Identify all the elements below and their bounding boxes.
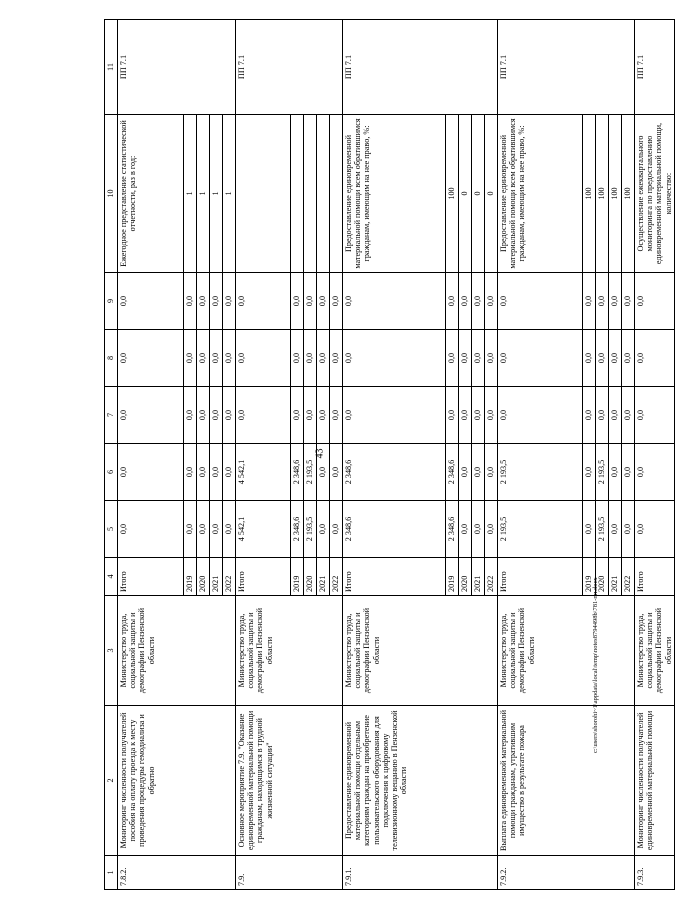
year-value: 0,0 — [609, 330, 622, 387]
year-value: 0,0 — [184, 330, 197, 387]
indicator-text: Предоставление единовременной материальной помощи всем обратившимся гражданам, имеющим на нее право, %: — [343, 115, 446, 273]
header-cell: 4 — [105, 558, 118, 596]
year-value: 0,0 — [485, 273, 498, 330]
measures-table — [104, 19, 675, 890]
year-value: 0,0 — [583, 330, 596, 387]
year-value: 0,0 — [446, 387, 459, 444]
year-value: 0,0 — [184, 444, 197, 501]
year-value: 0,0 — [184, 273, 197, 330]
executor: Министерство труда, социальной защиты и демографии Пензенской области — [236, 596, 343, 706]
year-value: 0,0 — [291, 273, 304, 330]
year-value: 0,0 — [485, 444, 498, 501]
year-value: 0,0 — [317, 273, 330, 330]
indicator-text: Ежегодное представление статистической отчетности, раз в год: — [118, 115, 184, 273]
year-cell: 2019 — [184, 558, 197, 596]
year-value: 0,0 — [622, 273, 635, 330]
measure-row — [118, 20, 184, 890]
year-value: 0,0 — [622, 501, 635, 558]
header-cell: 1 — [105, 856, 118, 890]
header-cell: 5 — [105, 501, 118, 558]
year-value: 0,0 — [472, 444, 485, 501]
header-cell: 11 — [105, 20, 118, 115]
year-cell: 2019 — [583, 558, 596, 596]
year-value: 0,0 — [622, 387, 635, 444]
total-value: 0,0 — [343, 387, 446, 444]
total-value: 0,0 — [635, 330, 675, 387]
measure-row — [498, 20, 583, 890]
year-value: 0,0 — [485, 501, 498, 558]
indicator-value: 100 — [609, 115, 622, 273]
year-value: 0,0 — [291, 387, 304, 444]
measure-number: 7.9.3. — [635, 856, 675, 890]
measure-number: 7.8.2. — [118, 856, 236, 890]
year-value: 0,0 — [330, 501, 343, 558]
year-value: 0,0 — [596, 330, 609, 387]
measure-row — [635, 20, 675, 890]
total-value: 0,0 — [343, 273, 446, 330]
year-value: 0,0 — [197, 444, 210, 501]
year-value: 2 193,5 — [304, 444, 317, 501]
total-value: 0,0 — [343, 330, 446, 387]
year-cell: 2021 — [472, 558, 485, 596]
total-value: 0,0 — [498, 330, 583, 387]
year-value: 0,0 — [583, 273, 596, 330]
year-value: 0,0 — [459, 501, 472, 558]
indicator-value: 0 — [485, 115, 498, 273]
year-value: 0,0 — [596, 273, 609, 330]
executor: Министерство труда, социальной защиты и демографии Пензенской области — [118, 596, 236, 706]
executor: Министерство труда, социальной защиты и демографии Пензенской области — [343, 596, 498, 706]
year-cell: 2021 — [210, 558, 223, 596]
total-value: 4 542,1 — [236, 444, 291, 501]
year-value: 0,0 — [197, 273, 210, 330]
total-value: 0,0 — [498, 273, 583, 330]
year-value: 0,0 — [210, 387, 223, 444]
year-cell: 2022 — [622, 558, 635, 596]
total-value: 0,0 — [635, 444, 675, 501]
header-cell: 8 — [105, 330, 118, 387]
indicator-value: 100 — [583, 115, 596, 273]
indicator-value: 1 — [184, 115, 197, 273]
measure-name: Мониторинг численности получателей пособия на оплату проезда к месту проведения процедуры гемодиализа и обратно — [118, 706, 236, 856]
year-value: 2 193,5 — [304, 501, 317, 558]
executor: Министерство труда, социальной защиты и демографии Пензенской области — [498, 596, 635, 706]
year-value: 0,0 — [197, 387, 210, 444]
year-value: 2 193,5 — [596, 444, 609, 501]
file-path-footer: c:\users\shorohi~1\appdata\local\temp\notes8794498b\781-пп.docx — [592, 577, 599, 753]
total-value: 0,0 — [236, 387, 291, 444]
year-value: 0,0 — [446, 330, 459, 387]
total-value: 0,0 — [635, 501, 675, 558]
total-value: 0,0 — [118, 273, 184, 330]
year-value: 0,0 — [622, 444, 635, 501]
year-value: 0,0 — [583, 387, 596, 444]
year-value: 0,0 — [304, 330, 317, 387]
header-cell: 6 — [105, 444, 118, 501]
total-label: Итого — [498, 558, 583, 596]
year-cell: 2020 — [459, 558, 472, 596]
indicator-value — [304, 115, 317, 273]
total-value: 4 542,1 — [236, 501, 291, 558]
year-value: 0,0 — [223, 501, 236, 558]
year-value: 0,0 — [197, 330, 210, 387]
year-cell: 2020 — [596, 558, 609, 596]
year-value: 0,0 — [210, 273, 223, 330]
year-cell: 2019 — [446, 558, 459, 596]
total-value: 0,0 — [635, 387, 675, 444]
total-value: 0,0 — [118, 330, 184, 387]
indicator-text — [236, 115, 291, 273]
indicator-value: 1 — [210, 115, 223, 273]
year-value: 0,0 — [317, 330, 330, 387]
year-value: 0,0 — [223, 330, 236, 387]
year-value: 0,0 — [223, 444, 236, 501]
year-cell: 2021 — [609, 558, 622, 596]
total-value: 2 348,6 — [343, 501, 446, 558]
year-value: 0,0 — [223, 387, 236, 444]
total-label: Итого — [236, 558, 291, 596]
year-cell: 2022 — [223, 558, 236, 596]
year-cell: 2021 — [317, 558, 330, 596]
total-value: 0,0 — [118, 387, 184, 444]
total-value: 0,0 — [118, 501, 184, 558]
year-value: 0,0 — [609, 387, 622, 444]
indicator-value: 100 — [596, 115, 609, 273]
year-value: 0,0 — [472, 330, 485, 387]
year-value: 0,0 — [485, 330, 498, 387]
indicator-value — [291, 115, 304, 273]
year-value: 0,0 — [304, 273, 317, 330]
subprogram-ref: ПП 7.1 — [343, 20, 498, 115]
total-value: 0,0 — [118, 444, 184, 501]
year-value: 0,0 — [609, 444, 622, 501]
year-value: 0,0 — [197, 501, 210, 558]
year-value: 0,0 — [223, 273, 236, 330]
year-value: 0,0 — [583, 501, 596, 558]
year-value: 0,0 — [609, 501, 622, 558]
total-value: 0,0 — [498, 387, 583, 444]
year-cell: 2019 — [291, 558, 304, 596]
year-value: 0,0 — [330, 444, 343, 501]
year-value: 0,0 — [459, 444, 472, 501]
total-label: Итого — [343, 558, 446, 596]
year-value: 2 348,6 — [446, 501, 459, 558]
measure-number: 7.9.2. — [498, 856, 635, 890]
indicator-value: 100 — [446, 115, 459, 273]
year-cell: 2020 — [197, 558, 210, 596]
executor: Министерство труда, социальной защиты и демографии Пензенской области — [635, 596, 675, 706]
indicator-value: 0 — [459, 115, 472, 273]
year-value: 0,0 — [330, 330, 343, 387]
total-value: 0,0 — [236, 273, 291, 330]
subprogram-ref: ПП 7.1 — [118, 20, 236, 115]
year-value: 0,0 — [485, 387, 498, 444]
year-value: 0,0 — [459, 273, 472, 330]
year-value: 0,0 — [622, 330, 635, 387]
indicator-value — [317, 115, 330, 273]
year-value: 0,0 — [317, 501, 330, 558]
year-value: 0,0 — [317, 444, 330, 501]
year-value: 0,0 — [330, 387, 343, 444]
year-value: 0,0 — [184, 387, 197, 444]
measure-number: 7.9.1. — [343, 856, 498, 890]
year-value: 0,0 — [210, 444, 223, 501]
total-value: 0,0 — [236, 330, 291, 387]
year-value: 0,0 — [304, 387, 317, 444]
year-value: 2 348,6 — [446, 444, 459, 501]
year-value: 0,0 — [583, 444, 596, 501]
year-value: 0,0 — [317, 387, 330, 444]
year-cell: 2022 — [330, 558, 343, 596]
year-value: 2 348,6 — [291, 444, 304, 501]
year-value: 0,0 — [472, 501, 485, 558]
total-value: 2 193,5 — [498, 444, 583, 501]
measure-number: 7.9. — [236, 856, 343, 890]
year-value: 0,0 — [472, 387, 485, 444]
year-value: 0,0 — [472, 273, 485, 330]
header-cell: 9 — [105, 273, 118, 330]
year-value: 2 193,5 — [596, 501, 609, 558]
year-value: 0,0 — [596, 387, 609, 444]
total-label: Итого — [118, 558, 184, 596]
year-value: 0,0 — [210, 330, 223, 387]
year-value: 0,0 — [184, 501, 197, 558]
measure-row — [236, 20, 291, 890]
indicator-text: Предоставление единовременной материальной помощи всем обратившимся гражданам, имеющим на нее право, %: — [498, 115, 583, 273]
year-value: 0,0 — [210, 501, 223, 558]
year-value: 0,0 — [330, 273, 343, 330]
subprogram-ref: ПП 7.1 — [236, 20, 343, 115]
measure-name: Предоставление единовременной материальной помощи отдельным категориям граждан на приобретение пользовательского оборудования для подключения к цифровому телевизионному вещанию в Пензенской области — [343, 706, 498, 856]
total-value: 2 193,5 — [498, 501, 583, 558]
measure-row — [343, 20, 446, 890]
page-number: 43 — [314, 448, 326, 459]
measure-name: Мониторинг численности получателей единовременной материальной помощи — [635, 706, 675, 856]
year-value: 0,0 — [446, 273, 459, 330]
year-value: 0,0 — [291, 330, 304, 387]
year-value: 0,0 — [459, 330, 472, 387]
header-cell: 2 — [105, 706, 118, 856]
indicator-value: 100 — [622, 115, 635, 273]
indicator-text: Осуществление ежеквартального мониторинга по предоставлению единовременной материальной помощи, количество: — [635, 115, 675, 273]
year-cell: 2020 — [304, 558, 317, 596]
total-value: 2 348,6 — [343, 444, 446, 501]
subprogram-ref: ПП 7.1 — [635, 20, 675, 115]
indicator-value: 1 — [197, 115, 210, 273]
total-value: 0,0 — [635, 273, 675, 330]
indicator-value — [330, 115, 343, 273]
year-value: 0,0 — [459, 387, 472, 444]
total-label: Итого — [635, 558, 675, 596]
indicator-value: 0 — [472, 115, 485, 273]
year-cell: 2022 — [485, 558, 498, 596]
subprogram-ref: ПП 7.1 — [498, 20, 635, 115]
header-cell: 3 — [105, 596, 118, 706]
measure-name: Выплата единовременной материальной помощи гражданам, утратившим имущество в результате пожара — [498, 706, 635, 856]
indicator-value: 1 — [223, 115, 236, 273]
header-row — [105, 20, 118, 890]
measure-name: Основное мероприятие 7.9. "Оказание единовременной материальной помощи гражданам, находящимся в трудной жизненной ситуации" — [236, 706, 343, 856]
year-value: 2 348,6 — [291, 501, 304, 558]
header-cell: 7 — [105, 387, 118, 444]
year-value: 0,0 — [609, 273, 622, 330]
header-cell: 10 — [105, 115, 118, 273]
